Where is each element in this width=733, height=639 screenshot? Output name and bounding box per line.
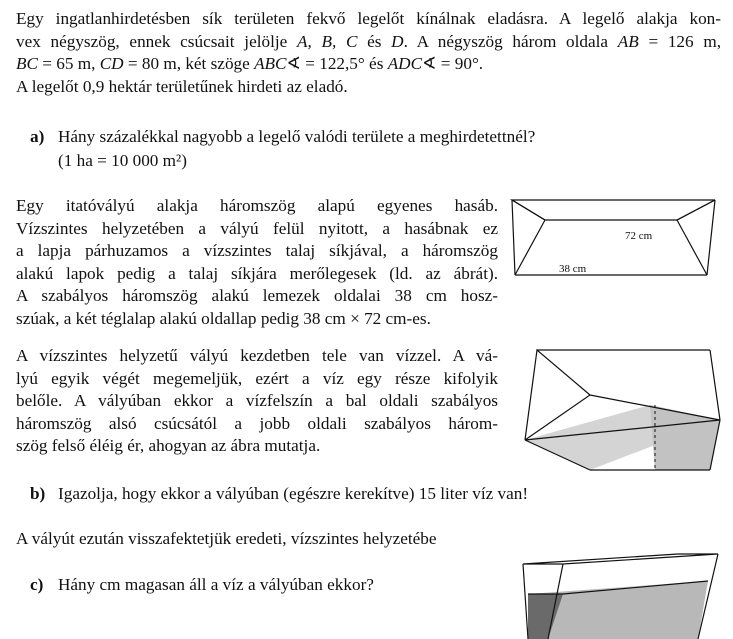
tilt-line-4: háromszög alsó csúcsától a jobb oldali szabályos három- (16, 413, 498, 433)
trough-line-1: Egy itatóvályú alakja háromszög alapú egyenes hasáb. (16, 196, 498, 215)
figure-trough-horizontal (507, 195, 717, 285)
question-c-text: Hány cm magasan áll a víz a vályúban ekkor? (58, 575, 374, 594)
question-a-text: Hány százalékkal nagyobb a legelő valódi területe a meghirdetettnél? (58, 127, 536, 146)
intro-line-3: BC = 65 m, CD = 80 m, két szöge ABC∢ = 122,5° és ADC∢ = 90°. (16, 54, 484, 73)
tilt-line-5: szög felső éléig ér, ahogyan az ábra mutatja. (16, 436, 321, 455)
intro-paragraph (16, 8, 721, 98)
trough-line-5: A szabályos háromszög alakú lemezek oldalai 38 cm hosz- (16, 286, 498, 305)
trough-line-3: a lapja párhuzamos a vízszintes talaj síkjával, a háromszög (16, 241, 498, 260)
question-c-label: c) (30, 575, 44, 594)
return-text: A vályút ezután visszafektetjük eredeti, vízszintes helyzetébe (16, 529, 437, 548)
trough-paragraph (16, 195, 498, 330)
tilt-line-1: A vízszintes helyzetű vályú kezdetben tele van vízzel. A vá- (16, 346, 498, 365)
figure-length-label: 72 cm (625, 230, 653, 242)
question-a-hint: (1 ha = 10 000 m²) (58, 151, 187, 170)
trough-line-6: szúak, a két téglalap alakú oldallap pedig 38 cm × 72 cm-es. (16, 308, 431, 328)
tilt-line-3: belőle. A vályúban ekkor a vízfelszín a bal oldali szabályos (16, 391, 498, 410)
intro-line-4: A legelőt 0,9 hektár területűnek hirdeti az eladó. (16, 76, 348, 96)
tilt-line-2: lyú egyik végét megemeljük, ezért a víz egy része kifolyik (16, 368, 498, 388)
question-a-label: a) (30, 127, 45, 146)
figure-side-label: 38 cm (559, 263, 587, 275)
question-b-text: Igazolja, hogy ekkor a vályúban (egészre kerekítve) 15 liter víz van! (58, 484, 529, 503)
trough-line-4: alakú lapok pedig a talaj síkjára merőlegesek (ld. az ábrát). (16, 263, 498, 283)
figure-trough-level (518, 539, 723, 639)
figure-trough-tilted (515, 345, 730, 470)
question-b-label: b) (30, 484, 46, 503)
trough-line-2: Vízszintes helyzetében a vályú felül nyitott, a hasábnak ez (16, 218, 498, 238)
intro-line-1: Egy ingatlanhirdetésben sík területen fekvő legelőt kínálnak eladásra. A legelő alakja kon- (16, 9, 721, 28)
tilt-paragraph (16, 345, 498, 458)
intro-line-2: vex négyszög, ennek csúcsait jelölje A, B, C és D. A négyszög három oldala AB = 126 m, (16, 31, 721, 51)
water-right-face (650, 405, 720, 470)
